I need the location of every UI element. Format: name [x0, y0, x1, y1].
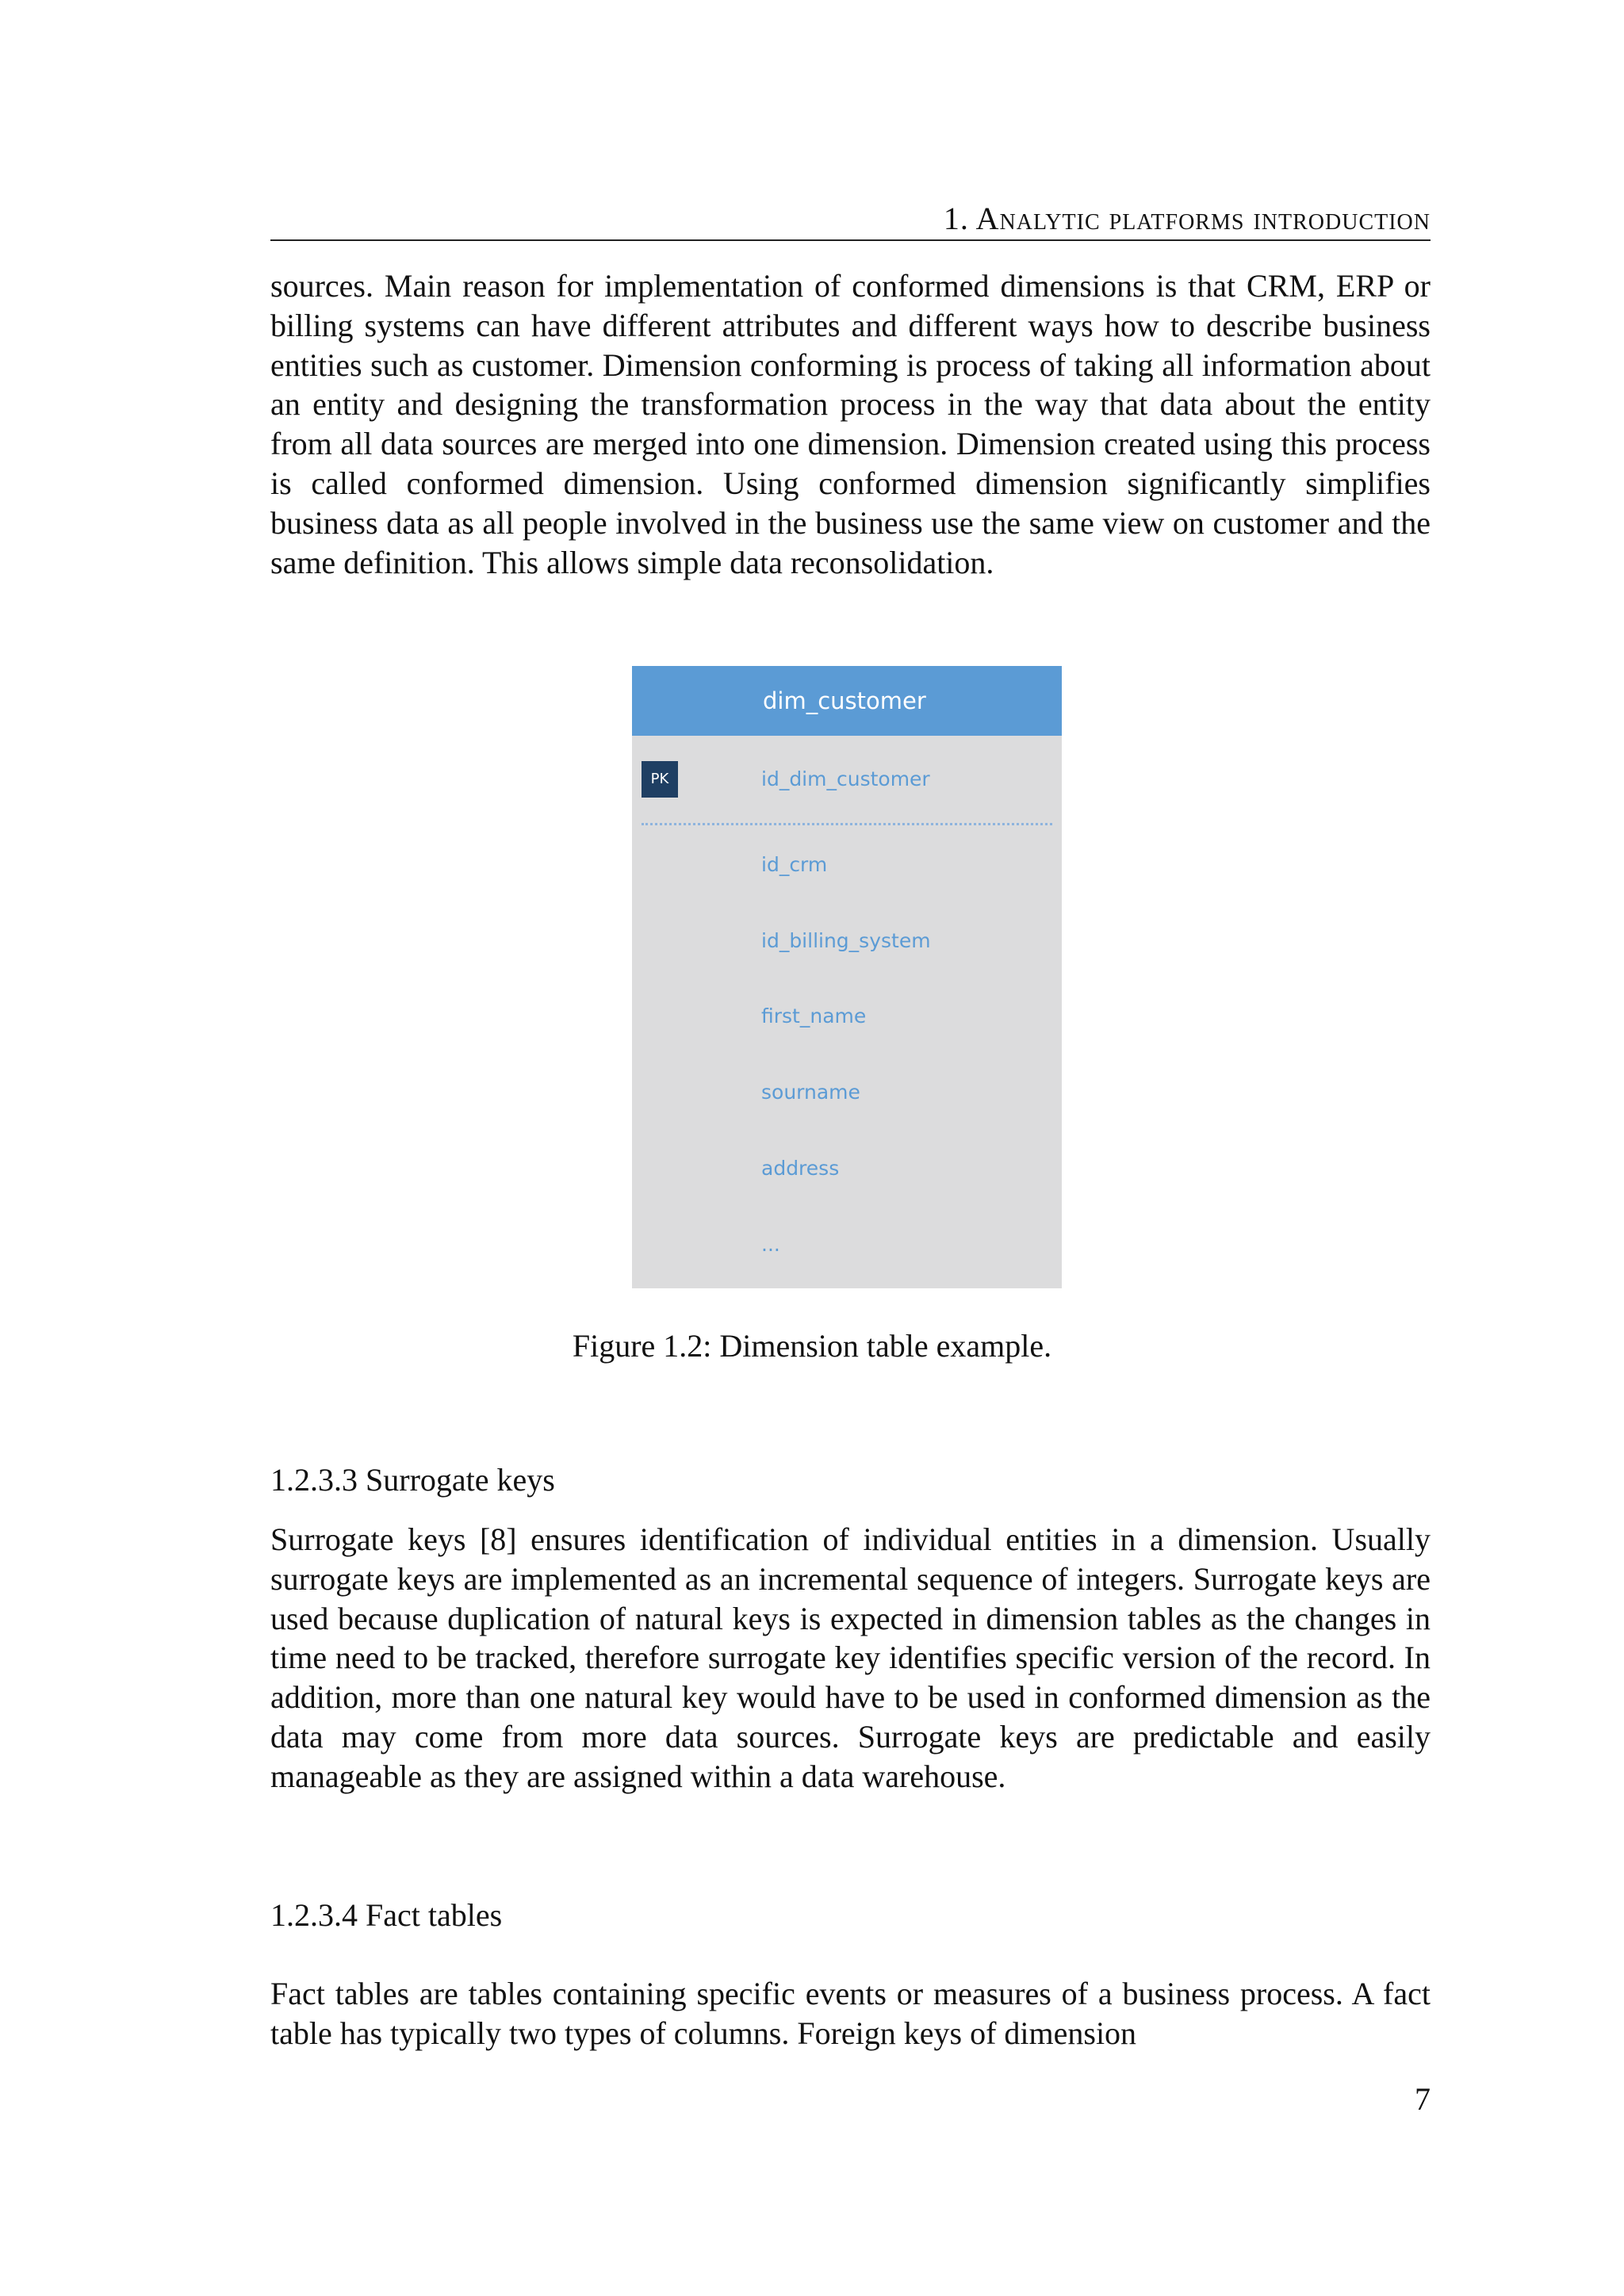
pk-field: id_dim_customer [761, 767, 930, 790]
table-name: dim_customer [632, 666, 1062, 736]
field-address: address [761, 1157, 840, 1180]
running-header [270, 200, 1431, 241]
section-heading-fact-tables: 1.2.3.4 Fact tables [270, 1897, 503, 1933]
primary-key-badge: PK [642, 761, 678, 798]
field-id-crm: id_crm [761, 853, 828, 876]
field-sourname: sourname [761, 1081, 860, 1104]
figure-caption: Figure 1.2: Dimension table example. [572, 1328, 1052, 1364]
page-number: 7 [1415, 2081, 1431, 2117]
field-ellipsis: ... [761, 1233, 780, 1256]
intro-paragraph: sources. Main reason for implementation of conformed dimensions is that CRM, ERP or billing systems can have different attributes and different ways how to describe business entities such as customer. Dimension conforming is process of taking all information about an entity and designing the transformation process in the way that data about the entity from all data sources are merged into one dimension. Dimension created using this process is called conformed dimension. Using conformed dimension significantly simplifies business data as all people involved in the business use the same view on customer and the same definition. This allows simple data reconsolidation. [270, 268, 1431, 580]
chapter-title: 1. Analytic platforms introduction [943, 201, 1431, 236]
fact-tables-paragraph: Fact tables are tables containing specific events or measures of a business process. A fact table has typically two types of columns. Foreign keys of dimension [270, 1976, 1431, 2051]
section-heading-surrogate-keys: 1.2.3.3 Surrogate keys [270, 1462, 555, 1498]
surrogate-keys-paragraph: Surrogate keys [8] ensures identification of individual entities in a dimension. Usually surrogate keys are implemented as an incremental sequence of integers. Surrogate keys are used because duplication of natural keys is expected in dimension tables as the changes in time need to be tracked, therefore surrogate key identifies specific version of the record. In addition, more than one natural key would have to be used in conformed dimension as the data may come from more data sources. Surrogate keys are predictable and easily manageable as they are assigned within a data warehouse. [270, 1521, 1431, 1794]
key-separator [642, 823, 1052, 825]
dimension-table-diagram [632, 666, 1062, 1288]
field-id-billing-system: id_billing_system [761, 929, 931, 952]
field-first-name: first_name [761, 1004, 867, 1027]
